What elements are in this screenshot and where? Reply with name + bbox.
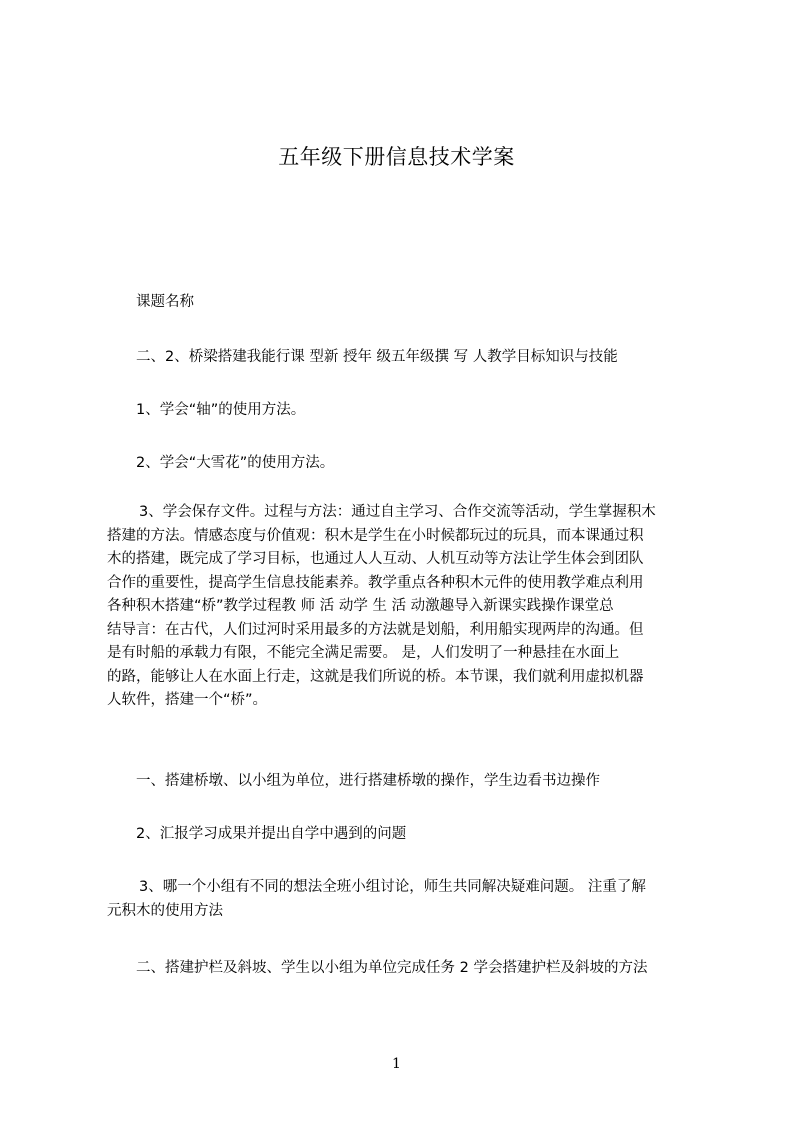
step-3-paragraph	[107, 876, 707, 923]
goal-3-paragraph	[107, 501, 707, 713]
paragraph-line: 结导言：在古代，人们过河时采用最多的方法就是划船，利用船实现两岸的沟通。但	[107, 621, 644, 638]
page-number: 1	[392, 1056, 401, 1072]
paragraph-line: 是有时船的承载力有限，不能完全满足需要。 是，人们发明了一种悬挂在水面上	[107, 645, 620, 661]
goal-2-paragraph: 2、学会“大雪花”的使用方法。	[136, 455, 335, 471]
paragraph-line: 元积木的使用方法	[107, 902, 223, 919]
paragraph-line: 3、哪一个小组有不同的想法全班小组讨论，师生共同解决疑难问题。 注重了解	[139, 879, 646, 895]
paragraph-line: 木的搭建，既完成了学习目标，也通过人人互动、人机互动等方法让学生体会到团队	[107, 551, 644, 567]
document-title: 五年级下册信息技术学案	[278, 145, 515, 169]
step-4-paragraph: 二、搭建护栏及斜坡、学生以小组为单位完成任务 2 学会搭建护栏及斜坡的方法	[136, 960, 648, 976]
intro-paragraph: 二、2、桥梁搭建我能行课 型新 授年 级五年级撰 写 人教学目标知识与技能	[136, 349, 618, 365]
paragraph-line: 各种积木搭建“桥”教学过程教 师 活 动学 生 活 动激趣导入新课实践操作课堂总	[107, 598, 614, 614]
lesson-name-label: 课题名称	[136, 294, 194, 310]
step-2-paragraph: 2、汇报学习成果并提出自学中遇到的问题	[136, 826, 407, 842]
goal-1-paragraph: 1、学会“轴”的使用方法。	[136, 402, 306, 418]
paragraph-line: 3、学会保存文件。过程与方法：通过自主学习、合作交流等活动，学生掌握积木	[139, 504, 656, 520]
paragraph-line: 合作的重要性，提高学生信息技能素养。教学重点各种积木元件的使用教学难点利用	[107, 574, 644, 591]
paragraph-line: 的路，能够让人在水面上行走，这就是我们所说的桥。本节课，我们就利用虚拟机器	[107, 668, 644, 685]
paragraph-line: 人软件，搭建一个“桥”。	[107, 692, 268, 708]
paragraph-line: 搭建的方法。情感态度与价值观：积木是学生在小时候都玩过的玩具，而本课通过积	[107, 527, 644, 544]
step-1-paragraph: 一、搭建桥墩、以小组为单位，进行搭建桥墩的操作，学生边看书边操作	[136, 773, 600, 789]
